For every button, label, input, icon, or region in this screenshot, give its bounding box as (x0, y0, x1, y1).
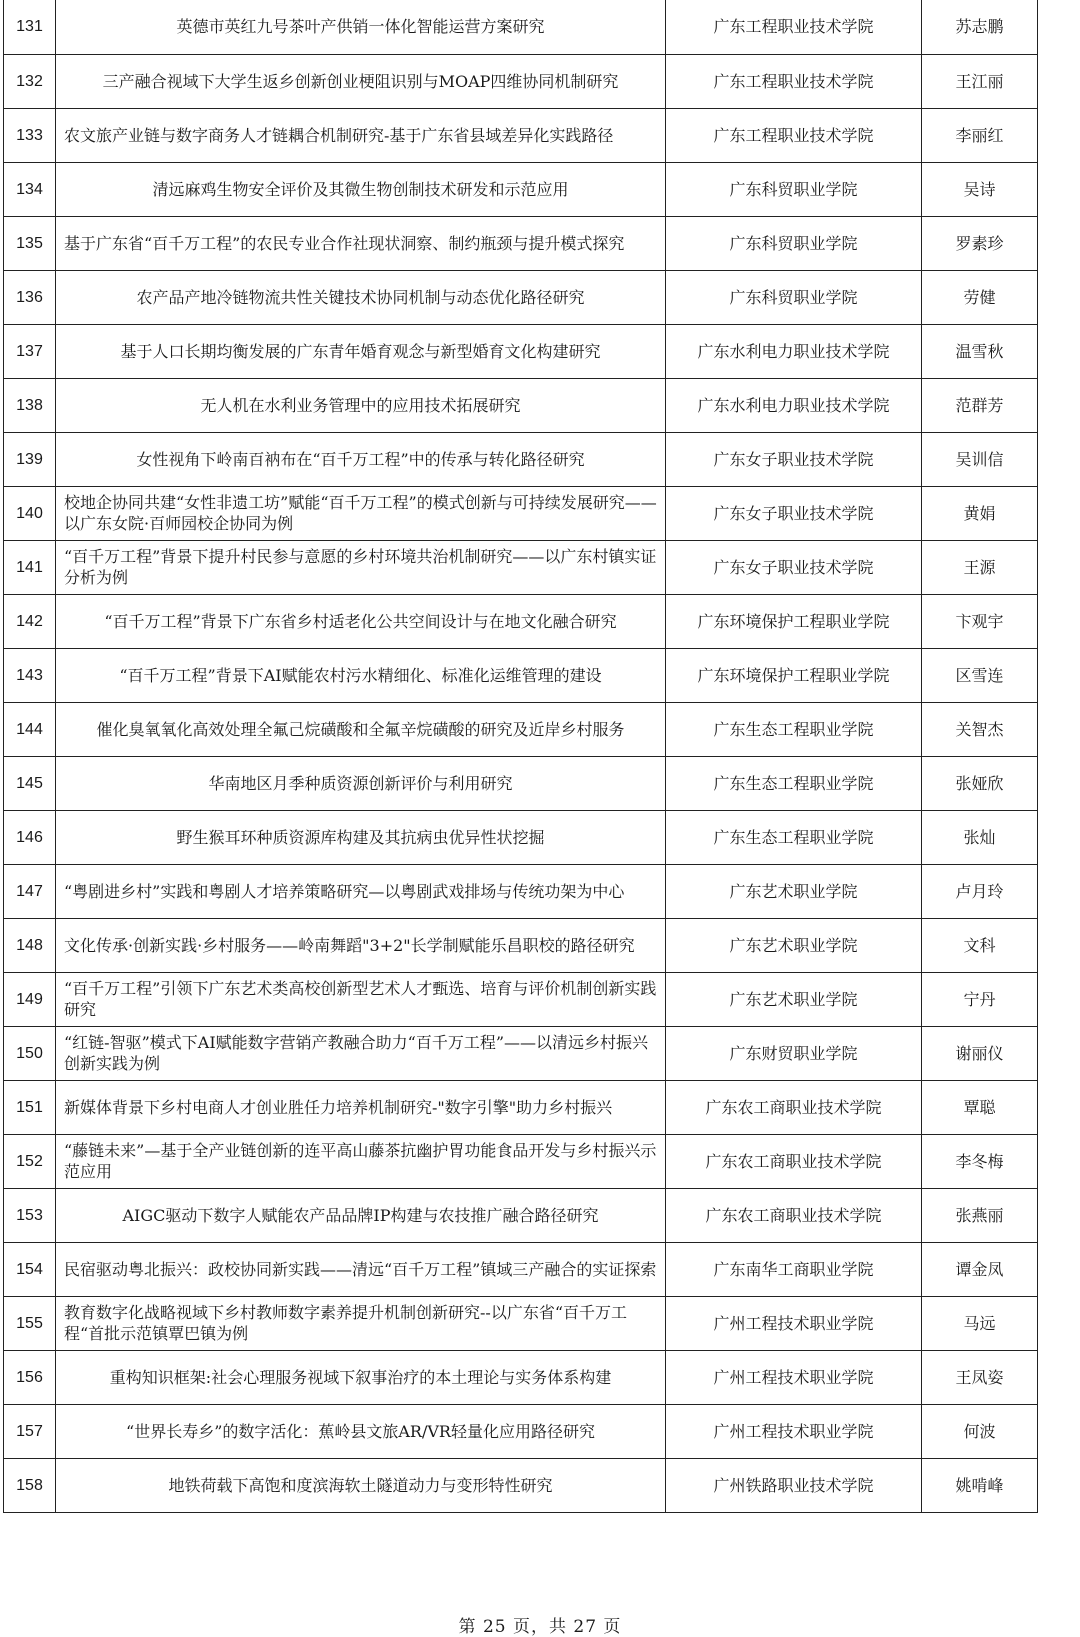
project-leader: 何波 (922, 1404, 1038, 1458)
row-number: 147 (4, 864, 56, 918)
row-number: 141 (4, 540, 56, 594)
institution-name: 广东环境保护工程职业学院 (666, 594, 922, 648)
row-number: 142 (4, 594, 56, 648)
project-leader: 关智杰 (922, 702, 1038, 756)
institution-name: 广东工程职业技术学院 (666, 54, 922, 108)
institution-name: 广州工程技术职业学院 (666, 1404, 922, 1458)
row-number: 134 (4, 162, 56, 216)
row-number: 156 (4, 1350, 56, 1404)
project-title: 重构知识框架:社会心理服务视域下叙事治疗的本土理论与实务体系构建 (56, 1350, 666, 1404)
row-number: 143 (4, 648, 56, 702)
table-row (4, 1404, 1038, 1458)
table-row (4, 1350, 1038, 1404)
project-leader: 卢月玲 (922, 864, 1038, 918)
project-title: 基于人口长期均衡发展的广东青年婚育观念与新型婚育文化构建研究 (56, 324, 666, 378)
table-row (4, 1080, 1038, 1134)
row-number: 135 (4, 216, 56, 270)
project-title: 女性视角下岭南百衲布在“百千万工程”中的传承与转化路径研究 (56, 432, 666, 486)
table-row (4, 1458, 1038, 1512)
project-leader: 王凤姿 (922, 1350, 1038, 1404)
row-number: 148 (4, 918, 56, 972)
project-leader: 谢丽仪 (922, 1026, 1038, 1080)
institution-name: 广州工程技术职业学院 (666, 1350, 922, 1404)
institution-name: 广东科贸职业学院 (666, 162, 922, 216)
table-row (4, 1296, 1038, 1350)
institution-name: 广东农工商职业技术学院 (666, 1188, 922, 1242)
row-number: 136 (4, 270, 56, 324)
project-title: 清远麻鸡生物安全评价及其微生物创制技术研发和示范应用 (56, 162, 666, 216)
project-leader: 张燕丽 (922, 1188, 1038, 1242)
row-number: 146 (4, 810, 56, 864)
institution-name: 广东女子职业技术学院 (666, 540, 922, 594)
project-leader: 温雪秋 (922, 324, 1038, 378)
institution-name: 广东财贸职业学院 (666, 1026, 922, 1080)
table-row (4, 648, 1038, 702)
table-row (4, 378, 1038, 432)
table-row (4, 486, 1038, 540)
institution-name: 广东环境保护工程职业学院 (666, 648, 922, 702)
project-leader: 李丽红 (922, 108, 1038, 162)
project-title: 催化臭氧氧化高效处理全氟己烷磺酸和全氟辛烷磺酸的研究及近岸乡村服务 (56, 702, 666, 756)
project-title: “百千万工程”背景下AI赋能农村污水精细化、标准化运维管理的建设 (56, 648, 666, 702)
institution-name: 广东科贸职业学院 (666, 270, 922, 324)
project-title: 校地企协同共建“女性非遗工坊”赋能“百千万工程”的模式创新与可持续发展研究——以广东女院·百师园校企协同为例 (56, 486, 666, 540)
project-title: “世界长寿乡”的数字活化：蕉岭县文旅AR/VR轻量化应用路径研究 (56, 1404, 666, 1458)
project-title: “百千万工程”引领下广东艺术类高校创新型艺术人才甄选、培育与评价机制创新实践研究 (56, 972, 666, 1026)
project-title: 基于广东省“百千万工程”的农民专业合作社现状洞察、制约瓶颈与提升模式探究 (56, 216, 666, 270)
row-number: 149 (4, 972, 56, 1026)
institution-name: 广东生态工程职业学院 (666, 810, 922, 864)
institution-name: 广东艺术职业学院 (666, 918, 922, 972)
project-leader: 范群芳 (922, 378, 1038, 432)
project-leader: 吴训信 (922, 432, 1038, 486)
project-title: 地铁荷载下高饱和度滨海软土隧道动力与变形特性研究 (56, 1458, 666, 1512)
table-row (4, 756, 1038, 810)
project-leader: 姚啃峰 (922, 1458, 1038, 1512)
table-row (4, 1242, 1038, 1296)
project-title: 教育数字化战略视域下乡村教师数字素养提升机制创新研究--以广东省“百千万工程“首批示范镇覃巴镇为例 (56, 1296, 666, 1350)
project-leader: 区雪连 (922, 648, 1038, 702)
table-row (4, 0, 1038, 54)
row-number: 131 (4, 0, 56, 54)
row-number: 133 (4, 108, 56, 162)
row-number: 150 (4, 1026, 56, 1080)
table-row (4, 1188, 1038, 1242)
table-row (4, 972, 1038, 1026)
row-number: 153 (4, 1188, 56, 1242)
institution-name: 广东女子职业技术学院 (666, 486, 922, 540)
row-number: 154 (4, 1242, 56, 1296)
project-title: 农产品产地冷链物流共性关键技术协同机制与动态优化路径研究 (56, 270, 666, 324)
institution-name: 广东科贸职业学院 (666, 216, 922, 270)
project-title: 野生猴耳环种质资源库构建及其抗病虫优异性状挖掘 (56, 810, 666, 864)
institution-name: 广东工程职业技术学院 (666, 108, 922, 162)
project-title: 农文旅产业链与数字商务人才链耦合机制研究-基于广东省县域差异化实践路径 (56, 108, 666, 162)
table-row (4, 270, 1038, 324)
row-number: 139 (4, 432, 56, 486)
table-row (4, 1134, 1038, 1188)
row-number: 157 (4, 1404, 56, 1458)
row-number: 158 (4, 1458, 56, 1512)
project-title: “粤剧进乡村”实践和粤剧人才培养策略研究—以粤剧武戏排场与传统功架为中心 (56, 864, 666, 918)
project-leader: 吴诗 (922, 162, 1038, 216)
institution-name: 广东南华工商职业学院 (666, 1242, 922, 1296)
project-title: 英德市英红九号茶叶产供销一体化智能运营方案研究 (56, 0, 666, 54)
row-number: 138 (4, 378, 56, 432)
project-title: 民宿驱动粤北振兴：政校协同新实践——清远“百千万工程”镇域三产融合的实证探索 (56, 1242, 666, 1296)
institution-name: 广州铁路职业技术学院 (666, 1458, 922, 1512)
table-row (4, 324, 1038, 378)
project-title: 新媒体背景下乡村电商人才创业胜任力培养机制研究-"数字引擎"助力乡村振兴 (56, 1080, 666, 1134)
table-row (4, 1026, 1038, 1080)
table-row (4, 594, 1038, 648)
project-title: “百千万工程”背景下广东省乡村适老化公共空间设计与在地文化融合研究 (56, 594, 666, 648)
project-table (3, 0, 1038, 1513)
table-row (4, 162, 1038, 216)
institution-name: 广东生态工程职业学院 (666, 702, 922, 756)
institution-name: 广州工程技术职业学院 (666, 1296, 922, 1350)
project-leader: 劳健 (922, 270, 1038, 324)
table-row (4, 864, 1038, 918)
institution-name: 广东女子职业技术学院 (666, 432, 922, 486)
project-leader: 张灿 (922, 810, 1038, 864)
project-title: AIGC驱动下数字人赋能农产品品牌IP构建与农技推广融合路径研究 (56, 1188, 666, 1242)
project-title: 无人机在水利业务管理中的应用技术拓展研究 (56, 378, 666, 432)
institution-name: 广东农工商职业技术学院 (666, 1134, 922, 1188)
project-title: “红链-智驱”模式下AI赋能数字营销产教融合助力“百千万工程”——以清远乡村振兴创新实践为例 (56, 1026, 666, 1080)
table-row (4, 216, 1038, 270)
project-title: “藤链未来”—基于全产业链创新的连平高山藤茶抗幽护胃功能食品开发与乡村振兴示范应用 (56, 1134, 666, 1188)
project-leader: 黄娟 (922, 486, 1038, 540)
row-number: 144 (4, 702, 56, 756)
project-title: 华南地区月季种质资源创新评价与利用研究 (56, 756, 666, 810)
row-number: 155 (4, 1296, 56, 1350)
row-number: 140 (4, 486, 56, 540)
project-leader: 覃聪 (922, 1080, 1038, 1134)
table-row (4, 810, 1038, 864)
table-row (4, 540, 1038, 594)
project-leader: 王江丽 (922, 54, 1038, 108)
institution-name: 广东工程职业技术学院 (666, 0, 922, 54)
row-number: 132 (4, 54, 56, 108)
project-leader: 苏志鹏 (922, 0, 1038, 54)
project-leader: 李冬梅 (922, 1134, 1038, 1188)
project-leader: 谭金凤 (922, 1242, 1038, 1296)
table-row (4, 432, 1038, 486)
project-title: 三产融合视域下大学生返乡创新创业梗阻识别与MOAP四维协同机制研究 (56, 54, 666, 108)
project-leader: 宁丹 (922, 972, 1038, 1026)
institution-name: 广东艺术职业学院 (666, 972, 922, 1026)
row-number: 145 (4, 756, 56, 810)
project-leader: 张娅欣 (922, 756, 1038, 810)
row-number: 151 (4, 1080, 56, 1134)
table-row (4, 918, 1038, 972)
project-leader: 卞观宇 (922, 594, 1038, 648)
institution-name: 广东生态工程职业学院 (666, 756, 922, 810)
row-number: 152 (4, 1134, 56, 1188)
page-number: 第 25 页，共 27 页 (458, 1617, 622, 1637)
project-leader: 王源 (922, 540, 1038, 594)
project-table-body (4, 0, 1038, 1512)
project-leader: 文科 (922, 918, 1038, 972)
project-leader: 马远 (922, 1296, 1038, 1350)
table-row (4, 702, 1038, 756)
project-title: “百千万工程”背景下提升村民参与意愿的乡村环境共治机制研究——以广东村镇实证分析为例 (56, 540, 666, 594)
institution-name: 广东农工商职业技术学院 (666, 1080, 922, 1134)
project-title: 文化传承·创新实践·乡村服务——岭南舞蹈"3+2"长学制赋能乐昌职校的路径研究 (56, 918, 666, 972)
institution-name: 广东水利电力职业技术学院 (666, 378, 922, 432)
project-leader: 罗素珍 (922, 216, 1038, 270)
institution-name: 广东艺术职业学院 (666, 864, 922, 918)
row-number: 137 (4, 324, 56, 378)
institution-name: 广东水利电力职业技术学院 (666, 324, 922, 378)
table-row (4, 108, 1038, 162)
table-row (4, 54, 1038, 108)
